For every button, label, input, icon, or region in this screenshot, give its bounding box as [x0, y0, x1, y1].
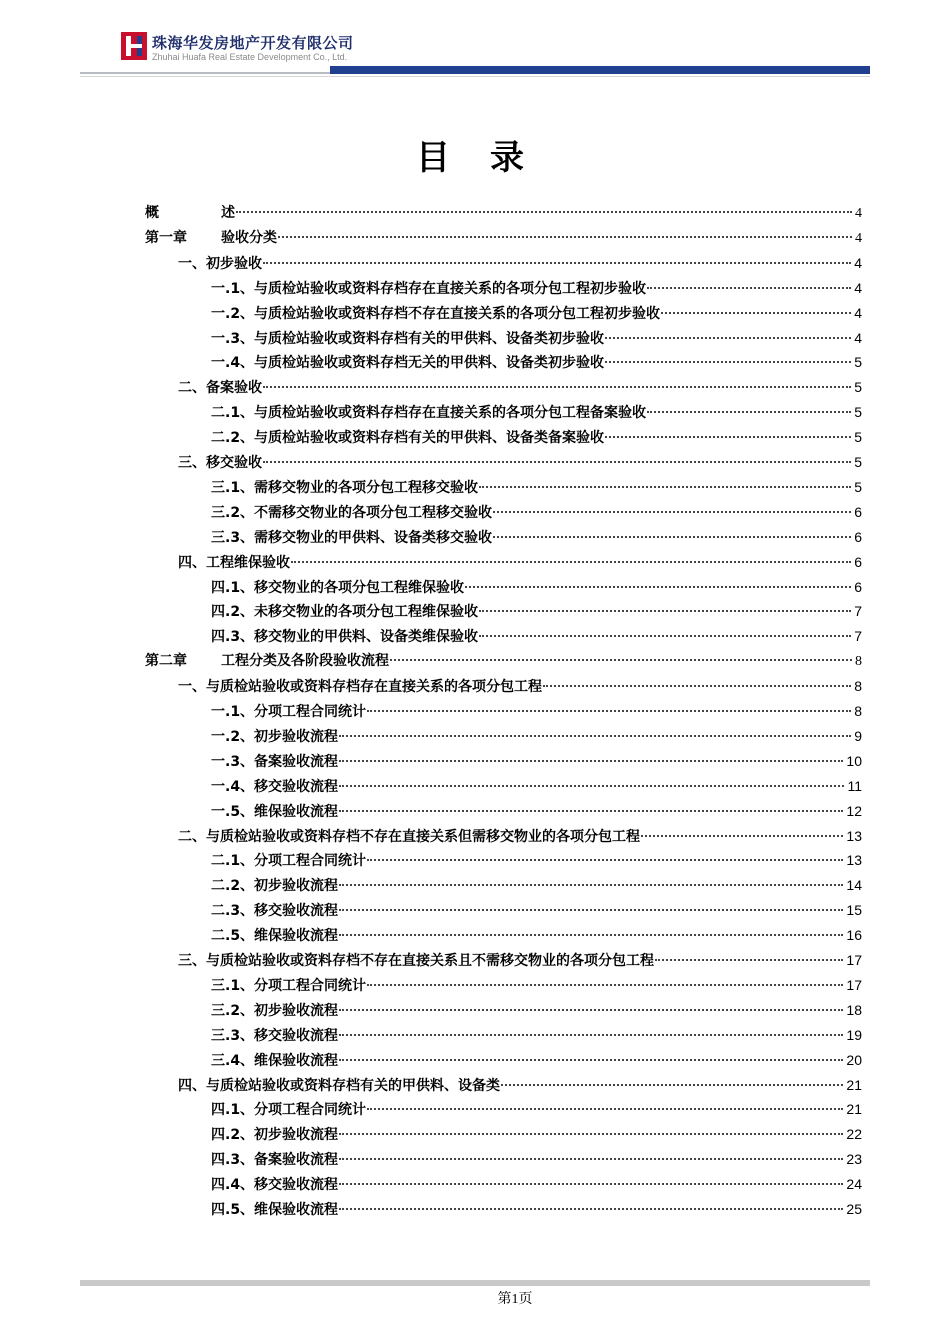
toc-entry-text: 三.4、维保验收流程 [211, 1052, 339, 1069]
toc-page-number: 19 [846, 1026, 862, 1043]
toc-entry-text: 一.5、维保验收流程 [211, 803, 339, 820]
toc-entry[interactable] [211, 923, 862, 947]
company-logo [121, 32, 147, 60]
toc-page-number: 6 [854, 578, 862, 595]
toc-dot-leader [339, 785, 844, 787]
toc-entry-label [211, 924, 338, 948]
toc-dot-leader [339, 1034, 843, 1036]
toc-page-number: 7 [854, 628, 862, 645]
toc-entry-label [145, 201, 235, 225]
toc-page-number: 16 [846, 927, 862, 944]
toc-dot-leader [605, 361, 851, 363]
header-divider-blue [330, 66, 870, 74]
toc-entry-label [211, 576, 464, 600]
toc-page-number: 8 [855, 654, 862, 670]
toc-page-number: 25 [846, 1201, 862, 1217]
toc-entry-text: 二.2、初步验收流程 [211, 878, 339, 895]
toc-page-number: 11 [847, 777, 862, 794]
toc-entry[interactable] [178, 1073, 862, 1097]
toc-dot-leader [543, 685, 851, 687]
toc-entry-text: 四.3、移交物业的甲供料、设备类维保验收 [211, 629, 479, 646]
toc-entry-text: 四、工程维保验收 [178, 554, 290, 571]
toc-page-number: 22 [846, 1126, 862, 1143]
toc-page-number: 5 [854, 354, 862, 371]
toc-entry-text: 一.3、备案验收流程 [211, 753, 339, 770]
toc-entry-label [211, 302, 660, 326]
toc-entry-label [211, 874, 338, 898]
toc-dot-leader [367, 1108, 843, 1110]
toc-entry-text: 一.4、与质检站验收或资料存档无关的甲供料、设备类初步验收 [211, 355, 605, 372]
toc-entry-text: 一、与质检站验收或资料存档存在直接关系的各项分包工程 [178, 679, 542, 696]
toc-page-number: 5 [854, 454, 862, 470]
toc-entry-label [211, 1173, 338, 1197]
toc-dot-leader [493, 511, 851, 513]
toc-page-number: 5 [854, 478, 862, 495]
toc-dot-leader [501, 1084, 843, 1086]
toc-page-number: 17 [846, 952, 862, 968]
toc-entry-text: 二.5、维保验收流程 [211, 928, 339, 945]
toc-dot-leader [367, 984, 843, 986]
toc-dot-leader [605, 337, 851, 339]
toc-entry-text: 四、与质检站验收或资料存档有关的甲供料、设备类 [178, 1077, 500, 1094]
toc-entry[interactable] [211, 1048, 862, 1072]
toc-entry-label [211, 526, 492, 550]
toc-page-number: 6 [854, 553, 862, 570]
toc-chapter-number: 第一章 [145, 229, 187, 246]
page-title: 目录 [416, 138, 564, 178]
toc-entry[interactable] [211, 774, 862, 798]
toc-entry[interactable] [211, 599, 862, 623]
toc-dot-leader [339, 810, 843, 812]
toc-page-number: 10 [846, 752, 862, 769]
toc-entry-label [145, 649, 389, 673]
toc-dot-leader [661, 312, 851, 314]
toc-dot-leader [339, 1059, 843, 1061]
toc-dot-leader [339, 884, 843, 886]
toc-entry-text: 三、与质检站验收或资料存档不存在直接关系且不需移交物业的各项分包工程 [178, 953, 654, 969]
toc-entry-text: 一、初步验收 [178, 255, 262, 272]
toc-entry-label [178, 675, 542, 699]
toc-dot-leader [339, 1009, 843, 1011]
toc-dot-leader [339, 1158, 843, 1160]
toc-entry[interactable] [211, 1172, 862, 1196]
toc-page-number: 4 [854, 329, 862, 346]
toc-entry-label [211, 999, 338, 1023]
toc-entry-label [211, 1098, 366, 1122]
toc-entry[interactable] [211, 799, 862, 823]
toc-entry-label [211, 974, 366, 998]
toc-entry[interactable] [145, 226, 862, 250]
toc-dot-leader [655, 959, 843, 961]
toc-entry-label [178, 376, 262, 400]
toc-entry-text: 一.3、与质检站验收或资料存档有关的甲供料、设备类初步验收 [211, 330, 605, 347]
toc-entry[interactable] [211, 1122, 862, 1146]
toc-dot-leader [339, 760, 843, 762]
toc-entry-text: 二.2、与质检站验收或资料存档有关的甲供料、设备类备案验收 [211, 430, 605, 447]
toc-entry-label [211, 1049, 338, 1073]
toc-entry-text: 一.2、初步验收流程 [211, 728, 339, 745]
toc-entry[interactable] [211, 525, 862, 549]
toc-entry-label [178, 451, 262, 475]
toc-entry[interactable] [211, 873, 862, 897]
toc-entry-label [178, 949, 654, 973]
toc-entry-text: 验收分类 [221, 229, 277, 246]
toc-page-number: 6 [854, 503, 862, 520]
toc-entry[interactable] [211, 400, 862, 424]
toc-dot-leader [263, 386, 851, 388]
toc-entry-label [211, 849, 366, 873]
toc-entry-text: 四.2、初步验收流程 [211, 1127, 339, 1144]
toc-entry[interactable] [211, 301, 862, 325]
toc-entry-label [211, 600, 478, 624]
toc-entry[interactable] [211, 350, 862, 374]
company-name-en: Zhuhai Huafa Real Estate Development Co., Ltd. [152, 52, 348, 62]
toc-entry-label [211, 750, 338, 774]
toc-page-number: 13 [846, 852, 862, 869]
header-divider-thin [80, 76, 870, 77]
toc-page-number: 14 [846, 877, 862, 894]
toc-page-number: 21 [846, 1101, 862, 1118]
toc-dot-leader [465, 586, 851, 588]
toc-entry[interactable] [211, 848, 862, 872]
toc-entry[interactable] [178, 251, 862, 275]
toc-entry-label [211, 426, 604, 450]
toc-dot-leader [236, 211, 852, 213]
toc-entry-text: 二、备案验收 [178, 380, 262, 397]
toc-entry[interactable] [211, 500, 862, 524]
toc-entry[interactable] [211, 624, 862, 648]
toc-entry-label [178, 825, 640, 849]
toc-dot-leader [647, 411, 851, 413]
toc-page-number: 9 [854, 727, 862, 744]
toc-page-number: 4 [855, 230, 862, 246]
toc-dot-leader [339, 1133, 843, 1135]
toc-dot-leader [263, 461, 851, 463]
toc-entry-text: 三.2、初步验收流程 [211, 1002, 339, 1019]
toc-page-number: 5 [854, 429, 862, 446]
toc-page-number: 4 [854, 279, 862, 296]
toc-entry-label [178, 252, 262, 276]
toc-entry-label [211, 899, 338, 923]
toc-page-number: 4 [855, 206, 862, 221]
toc-page-number: 5 [854, 379, 862, 396]
toc-chapter-number: 概 [145, 205, 159, 221]
toc-entry[interactable] [211, 475, 862, 499]
toc-dot-leader [479, 635, 851, 637]
toc-dot-leader [291, 561, 851, 563]
toc-dot-leader [339, 735, 851, 737]
toc-entry[interactable] [211, 699, 862, 723]
toc-page-number: 23 [846, 1151, 862, 1168]
toc-entry-text: 二.3、移交验收流程 [211, 903, 339, 920]
toc-entry[interactable] [211, 276, 862, 300]
toc-entry[interactable] [211, 898, 862, 922]
toc-entry-text: 二.1、与质检站验收或资料存档存在直接关系的各项分包工程备案验收 [211, 405, 647, 422]
toc-entry-label [211, 775, 338, 799]
toc-entry[interactable] [211, 575, 862, 599]
toc-dot-leader [479, 610, 851, 612]
company-name-cn: 珠海华发房地产开发有限公司 [152, 34, 354, 52]
toc-entry[interactable] [178, 450, 862, 474]
toc-entry-label [211, 725, 338, 749]
toc-entry-text: 三.1、分项工程合同统计 [211, 977, 367, 994]
toc-entry[interactable] [211, 724, 862, 748]
toc-entry-label [211, 1024, 338, 1048]
toc-entry[interactable] [178, 948, 862, 972]
toc-entry-text: 三、移交验收 [178, 455, 262, 471]
toc-entry-text: 一.4、移交验收流程 [211, 778, 339, 795]
toc-entry-label [211, 1123, 338, 1147]
toc-entry[interactable] [211, 1147, 862, 1171]
toc-page-number: 20 [846, 1051, 862, 1068]
toc-entry[interactable] [211, 1023, 862, 1047]
toc-entry-label [211, 700, 366, 724]
toc-entry[interactable] [178, 550, 862, 574]
toc-chapter-number: 第二章 [145, 653, 187, 670]
toc-entry[interactable] [211, 749, 862, 773]
toc-dot-leader [339, 909, 843, 911]
toc-page-number: 12 [846, 802, 862, 819]
toc-entry-label [211, 327, 604, 351]
toc-dot-leader [339, 934, 843, 936]
toc-entry-text: 四.1、分项工程合同统计 [211, 1102, 367, 1119]
toc-dot-leader [263, 262, 851, 264]
toc-entry-label [211, 476, 478, 500]
toc-entry-text: 三.1、需移交物业的各项分包工程移交验收 [211, 479, 479, 496]
toc-page-number: 24 [846, 1176, 862, 1193]
toc-page-number: 8 [854, 678, 862, 695]
toc-entry-text: 工程分类及各阶段验收流程 [221, 653, 389, 670]
toc-entry-text: 三.2、不需移交物业的各项分包工程移交验收 [211, 504, 493, 521]
toc-entry-label [211, 1148, 338, 1172]
toc-entry-label [178, 551, 290, 575]
toc-entry[interactable] [211, 973, 862, 997]
toc-dot-leader [367, 710, 851, 712]
toc-dot-leader [479, 486, 851, 488]
toc-dot-leader [367, 859, 843, 861]
page-number: 第1页 [497, 1292, 533, 1307]
toc-entry-text: 二、与质检站验收或资料存档不存在直接关系但需移交物业的各项分包工程 [178, 828, 640, 845]
toc-entry-text: 一.1、分项工程合同统计 [211, 704, 367, 720]
toc-dot-leader [339, 1183, 843, 1185]
toc-dot-leader [493, 536, 851, 538]
toc-dot-leader [605, 436, 851, 438]
toc-entry[interactable] [211, 326, 862, 350]
toc-entry[interactable] [145, 649, 862, 673]
toc-entry-text: 一.2、与质检站验收或资料存档不存在直接关系的各项分包工程初步验收 [211, 305, 661, 322]
toc-entry-text: 四.1、移交物业的各项分包工程维保验收 [211, 579, 465, 596]
toc-page-number: 7 [854, 603, 862, 620]
toc-entry-text: 述 [221, 205, 235, 221]
toc-page-number: 4 [854, 304, 862, 321]
toc-page-number: 5 [854, 404, 862, 421]
toc-entry-text: 四.3、备案验收流程 [211, 1152, 339, 1169]
toc-entry-text: 三.3、移交验收流程 [211, 1027, 339, 1044]
toc-dot-leader [339, 1208, 843, 1210]
toc-page-number: 4 [854, 254, 862, 271]
toc-entry-label [211, 351, 604, 375]
toc-page-number: 15 [846, 902, 862, 919]
toc-page-number: 18 [846, 1001, 862, 1018]
toc-entry-text: 四.5、维保验收流程 [211, 1202, 339, 1218]
toc-entry[interactable] [178, 674, 862, 698]
toc-dot-leader [390, 659, 852, 661]
footer-divider [80, 1280, 870, 1286]
toc-entry[interactable] [178, 375, 862, 399]
toc-page-number: 17 [846, 976, 862, 993]
toc-entry-label [211, 1198, 338, 1222]
toc-entry-label [211, 625, 478, 649]
toc-entry[interactable] [211, 1197, 862, 1221]
toc-page-number: 21 [846, 1076, 862, 1093]
toc-entry[interactable] [211, 425, 862, 449]
toc-entry-label [178, 1074, 500, 1098]
toc-entry-text: 一.1、与质检站验收或资料存档存在直接关系的各项分包工程初步验收 [211, 280, 647, 297]
toc-entry-label [211, 277, 646, 301]
toc-entry[interactable] [211, 1097, 862, 1121]
toc-dot-leader [641, 835, 843, 837]
toc-dot-leader [278, 236, 852, 238]
toc-entry-text: 三.3、需移交物业的甲供料、设备类移交验收 [211, 529, 493, 546]
toc-dot-leader [647, 287, 851, 289]
toc-entry-label [211, 401, 646, 425]
toc-entry-label [211, 800, 338, 824]
toc-entry-text: 四.2、未移交物业的各项分包工程维保验收 [211, 604, 479, 621]
toc-page-number: 8 [854, 703, 862, 719]
toc-entry-label [211, 501, 492, 525]
toc-entry-text: 二.1、分项工程合同统计 [211, 853, 367, 870]
toc-entry-text: 四.4、移交验收流程 [211, 1177, 339, 1194]
header-divider-gray [80, 72, 330, 74]
toc-entry-label [145, 226, 277, 250]
toc-page-number: 13 [846, 827, 862, 844]
toc-entry[interactable] [211, 998, 862, 1022]
toc-entry[interactable] [178, 824, 862, 848]
toc-entry[interactable] [145, 201, 862, 225]
toc-page-number: 6 [854, 528, 862, 545]
